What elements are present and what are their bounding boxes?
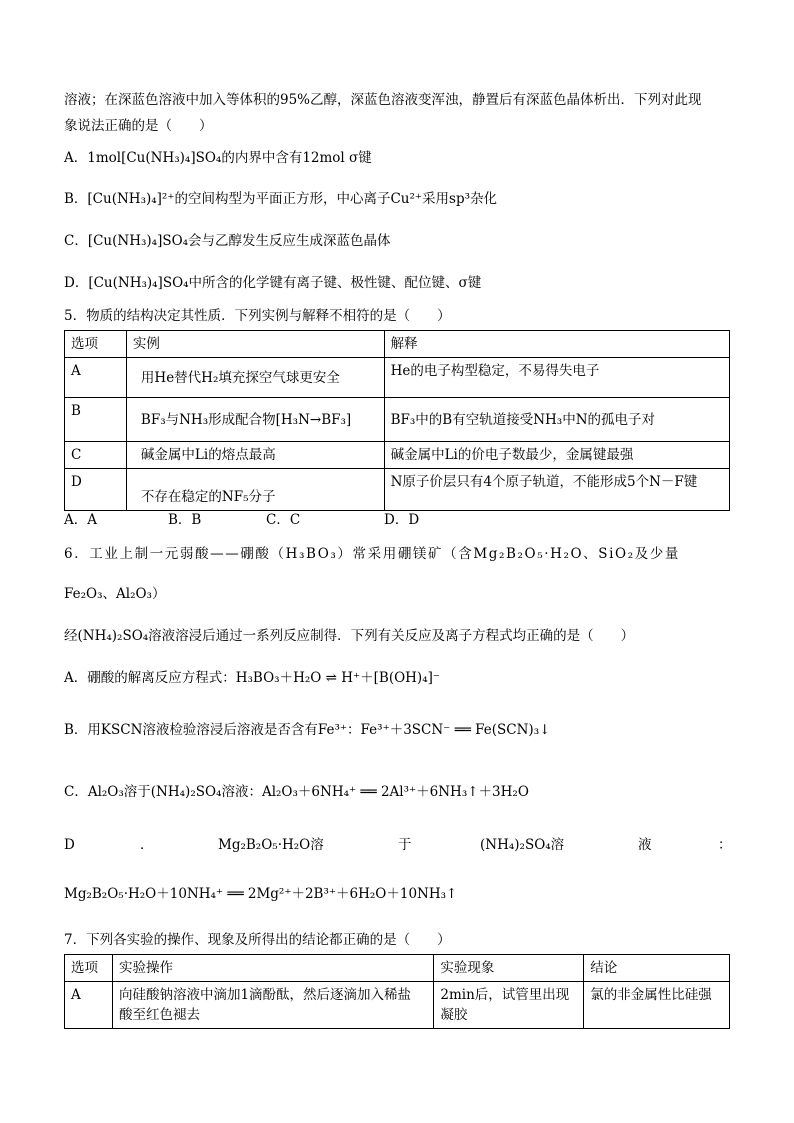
q5-table: [64, 330, 730, 511]
q6-option-c: C．Al₂O₃溶于(NH₄)₂SO₄溶液：Al₂O₃＋6NH₄⁺ ══ 2Al³⁺＋6NH₃↑＋3H₂O: [64, 784, 529, 800]
table-cell: N原子价层只有4个原子轨道，不能形成5个N－F键: [384, 469, 729, 511]
phenomenon-line-1: 2min后，试管里出现: [440, 987, 570, 1003]
table-cell: [434, 982, 584, 1029]
q6-stem-2: Fe₂O₃、Al₂O₃）: [64, 586, 166, 602]
table-cell: He的电子构型稳定，不易得失电子: [384, 358, 729, 398]
table-cell: C: [65, 442, 127, 469]
q4-option-c: C．[Cu(NH₃)₄]SO₄会与乙醇发生反应生成深蓝色晶体: [64, 233, 391, 249]
table-header-row: [65, 955, 730, 982]
q6-option-b: B．用KSCN溶液检验溶浸后溶液是否含有Fe³⁺：Fe³⁺＋3SCN⁻ ══ Fe(SCN)₃↓: [64, 722, 551, 738]
q5-answer-c: C．C: [266, 512, 301, 528]
table-cell: B: [65, 398, 127, 442]
table-cell: 氯的非金属性比硅强: [584, 982, 730, 1029]
q6-d-part2: 于: [398, 837, 412, 853]
q6-stem-1: 6．工业上制一元弱酸——硼酸（H₃BO₃）常采用硼镁矿（含Mg₂B₂O₅·H₂O、SiO₂及少量: [64, 546, 681, 562]
q6-d-label: D: [64, 837, 75, 853]
q4-option-d: D．[Cu(NH₃)₄]SO₄中所含的化学键有离子键、极性键、配位键、σ键: [64, 275, 482, 291]
q5-stem: 5．物质的结构决定其性质．下列实例与解释不相符的是（ ）: [64, 308, 451, 324]
q7-table: [64, 954, 730, 1029]
table-header-cell: 实验现象: [434, 955, 584, 982]
q5-answer-options: [64, 510, 734, 530]
operation-line-2: 酸至红色褪去: [118, 1007, 200, 1023]
table-cell: BF₃中的B有空轨道接受NH₃中N的孤电子对: [384, 398, 729, 442]
q6-d-part4: 液: [638, 837, 652, 853]
operation-line-1: 向硅酸钠溶液中滴加1滴酚酞，然后逐滴加入稀盐: [118, 987, 412, 1003]
phenomenon-line-2: 凝胶: [440, 1007, 468, 1023]
q7-stem: 7．下列各实验的操作、现象及所得出的结论都正确的是（ ）: [64, 932, 451, 948]
table-header-row: [65, 331, 730, 358]
table-cell: A: [65, 982, 113, 1029]
q5-answer-d: D．D: [384, 512, 420, 528]
table-cell: D: [65, 469, 127, 511]
table-cell: 碱金属中Li的熔点最高: [126, 442, 384, 469]
intro-line-1: 溶液；在深蓝色溶液中加入等体积的95%乙醇，深蓝色溶液变浑浊，静置后有深蓝色晶体析出．下列对此现: [64, 92, 702, 108]
table-row: [65, 982, 730, 1029]
q6-option-a: A．硼酸的解离反应方程式：H₃BO₃＋H₂O ⇌ H⁺＋[B(OH)₄]⁻: [64, 670, 440, 686]
table-header-cell: 选项: [65, 331, 127, 358]
q6-d-part1: Mg₂B₂O₅·H₂O溶: [218, 837, 324, 853]
q6-d-dot: ．: [140, 837, 154, 853]
table-row: [65, 442, 730, 469]
table-header-cell: 实例: [126, 331, 384, 358]
table-row: [65, 469, 730, 511]
table-row: [65, 358, 730, 398]
q6-d-part3: (NH₄)₂SO₄溶: [480, 837, 565, 853]
q5-answer-a: A．A: [64, 512, 97, 528]
table-cell: BF₃与NH₃形成配合物[H₃N→BF₃]: [126, 398, 384, 442]
q6-d-part5: ：: [718, 837, 732, 853]
table-cell: 不存在稳定的NF₅分子: [126, 469, 384, 511]
table-header-cell: 实验操作: [112, 955, 433, 982]
table-cell: A: [65, 358, 127, 398]
table-header-cell: 结论: [584, 955, 730, 982]
q5-answer-b: B．B: [168, 512, 202, 528]
intro-line-2: 象说法正确的是（ ）: [64, 118, 213, 134]
table-cell: [112, 982, 433, 1029]
q6-stem-3: 经(NH₄)₂SO₄溶液溶浸后通过一系列反应制得．下列有关反应及离子方程式均正确的是（ ）: [64, 628, 635, 644]
q4-option-a: A．1mol[Cu(NH₃)₄]SO₄的内界中含有12mol σ键: [64, 150, 372, 166]
q4-option-b: B．[Cu(NH₃)₄]²⁺的空间构型为平面正方形，中心离子Cu²⁺采用sp³杂化: [64, 191, 498, 207]
table-cell: 碱金属中Li的价电子数最少，金属键最强: [384, 442, 729, 469]
q6-option-d-equation: Mg₂B₂O₅·H₂O＋10NH₄⁺ ══ 2Mg²⁺＋2B³⁺＋6H₂O＋10NH₃↑: [64, 886, 458, 902]
table-header-cell: 解释: [384, 331, 729, 358]
table-row: [65, 398, 730, 442]
table-header-cell: 选项: [65, 955, 113, 982]
table-cell: 用He替代H₂填充探空气球更安全: [126, 358, 384, 398]
